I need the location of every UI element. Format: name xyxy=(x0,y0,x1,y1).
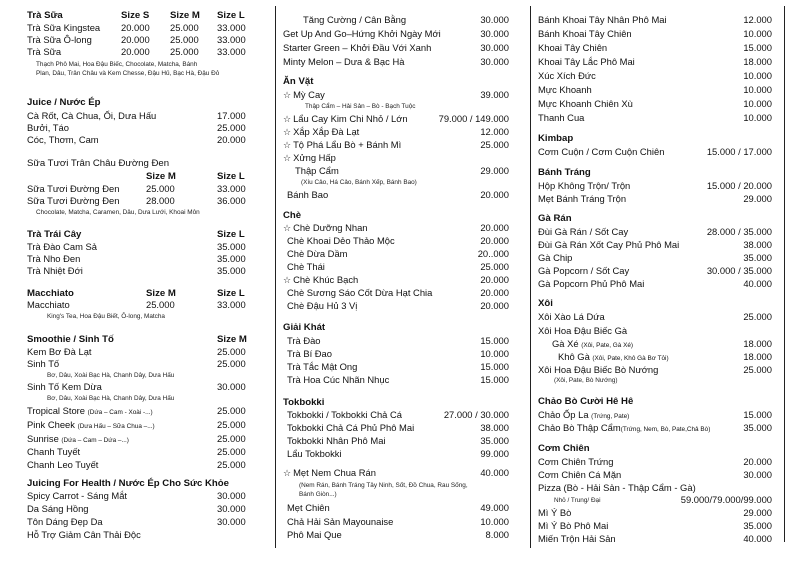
menu-item: Lẩu Tokbokki 99.000 xyxy=(287,448,509,459)
menu-item: Thanh Cua 10.000 xyxy=(538,112,772,123)
item-note: Thạch Phô Mai, Hoa Đậu Biếc, Chocolate, Matcha, Bánh xyxy=(36,61,198,68)
menu-item: Trà Hoa Cúc Nhãn Nhục 15.000 xyxy=(287,374,509,385)
menu-item: Trà Bí Đao 10.000 xyxy=(287,348,509,359)
section-title: Smoothie / Sinh Tố xyxy=(27,334,114,345)
menu-item: Bánh Khoai Tây Nhân Phô Mai 12.000 xyxy=(538,14,772,25)
size-header: Size S xyxy=(121,10,150,21)
menu-item: 59.000/79.000/99.000 xyxy=(680,494,772,505)
menu-item: Phô Mai Que 8.000 xyxy=(287,529,509,540)
item-note: Bánh Giòn...) xyxy=(299,491,337,498)
menu-item: ☆ Chè Khúc Bạch 20.000 xyxy=(283,274,509,285)
menu-item: Sữa Tươi Đường Đen 28.000 36.000 xyxy=(27,195,246,206)
menu-item: Mì Ý Bò Phô Mai 35.000 xyxy=(538,520,772,531)
menu-item: Hỗ Trợ Giảm Cân Thải Độc xyxy=(27,529,141,540)
size-header: Size M xyxy=(170,10,200,21)
size-header: Size M xyxy=(146,288,176,299)
menu-item: Tôn Dáng Đẹp Da 30.000 xyxy=(27,516,246,527)
item-note: Thập Cẩm – Hải Sản – Bò - Bạch Tuộc xyxy=(305,103,416,110)
menu-item: Cơm Cuộn / Cơm Cuộn Chiên 15.000 / 17.000 xyxy=(538,146,772,157)
menu-item: Gà Popcorn Phủ Phô Mai 40.000 xyxy=(538,278,772,289)
menu-item: Cơm Chiên Cá Mặn 30.000 xyxy=(538,469,772,480)
menu-item: Pink Cheek (Dưa Hấu – Sữa Chua –...) 25.000 xyxy=(27,419,246,430)
size-header: Size L xyxy=(217,288,245,299)
menu-item: Get Up And Go–Hứng Khởi Ngày Mới 30.000 xyxy=(283,28,509,39)
menu-item: Sinh Tố Kem Dừa 30.000 xyxy=(27,381,246,392)
menu-column-3 xyxy=(538,0,772,563)
section-title: Trà Sữa xyxy=(27,10,63,21)
menu-item: Tăng Cường / Cân Bằng 30.000 xyxy=(303,14,509,25)
star-icon: ☆ xyxy=(283,114,292,124)
menu-item: ☆ Tộ Phá Lẩu Bò + Bánh Mì 25.000 xyxy=(283,139,509,150)
menu-item: ☆ Mỳ Cay 39.000 xyxy=(283,89,509,100)
section-title: Cơm Chiên xyxy=(538,443,590,454)
item-note: Bơ, Dâu, Xoài Bạc Hà, Chanh Dây, Dưa Hấu xyxy=(47,395,175,402)
item-note: Bơ, Dâu, Xoài Bạc Hà, Chanh Dây, Dưa Hấu xyxy=(47,372,175,379)
menu-item: Chanh Leo Tuyết 25.000 xyxy=(27,459,246,470)
menu-item: Kem Bơ Đà Lạt 25.000 xyxy=(27,346,246,357)
menu-item: Khoai Tây Chiên 15.000 xyxy=(538,42,772,53)
star-icon: ☆ xyxy=(283,140,292,150)
menu-item: Mẹt Bánh Tráng Trộn 29.000 xyxy=(538,193,772,204)
menu-item: Cà Rốt, Cà Chua, Ổi, Dưa Hấu 17.000 xyxy=(27,110,246,121)
menu-item: Xôi Hoa Đậu Biếc Gà xyxy=(538,325,628,336)
menu-item: Gà Popcorn / Sốt Cay 30.000 / 35.000 xyxy=(538,265,772,276)
menu-item: Chè Thái 25.000 xyxy=(287,261,509,272)
menu-item: Da Sáng Hồng 30.000 xyxy=(27,503,246,514)
menu-item: Trà Sữa Ô-long 20.000 25.000 33.000 xyxy=(27,34,246,45)
star-icon: ☆ xyxy=(283,468,292,478)
item-note: (Nem Rán, Bánh Tráng Tây Ninh, Sốt, Đồ Chua, Rau Sống, xyxy=(299,482,468,489)
menu-item: Chè Dừa Dầm 20..000 xyxy=(287,248,509,259)
item-note: Chocolate, Matcha, Caramen, Dâu, Dưa Lưới, Khoai Môn xyxy=(36,209,200,216)
menu-item: Mì Ý Bò 29.000 xyxy=(538,507,772,518)
menu-item: ☆ Lẩu Cay Kim Chi Nhỏ / Lớn 79.000 / 149.000 xyxy=(283,113,509,124)
size-header: Size M xyxy=(217,334,247,345)
star-icon: ☆ xyxy=(283,223,292,233)
menu-item: Đùi Gà Rán / Sốt Cay 28.000 / 35.000 xyxy=(538,226,772,237)
section-title: Giải Khát xyxy=(283,322,326,333)
menu-item: Tokbokki Nhân Phô Mai 35.000 xyxy=(287,435,509,446)
section-title: Ăn Vặt xyxy=(283,76,314,87)
menu-item: Mực Khoanh Chiên Xù 10.000 xyxy=(538,98,772,109)
menu-item: Macchiato 25.000 33.000 xyxy=(27,299,246,310)
menu-item: ☆ Chè Dưỡng Nhan 20.000 xyxy=(283,222,509,233)
item-note: (Xôi, Pate, Bò Nướng) xyxy=(554,377,618,384)
menu-item: Cóc, Thơm, Cam 20.000 xyxy=(27,134,246,145)
menu-item: Tokbokki / Tokbokki Chả Cá 27.000 / 30.000 xyxy=(287,409,509,420)
section-title: Juice / Nước Ép xyxy=(27,97,101,108)
size-header: Size M xyxy=(146,171,176,182)
section-title: Tokbokki xyxy=(283,397,325,408)
menu-item: Trà Sữa Kingstea 20.000 25.000 33.000 xyxy=(27,22,246,33)
menu-item: Starter Green – Khởi Đầu Với Xanh 30.000 xyxy=(283,42,509,53)
menu-item: Pizza (Bò - Hải Sản - Thập Cẩm - Gà) xyxy=(538,482,696,493)
star-icon: ☆ xyxy=(283,90,292,100)
menu-item: Thập Cẩm 29.000 xyxy=(295,165,509,176)
menu-item: Hộp Không Trộn/ Trộn 15.000 / 20.000 xyxy=(538,180,772,191)
star-icon: ☆ xyxy=(283,275,292,285)
menu-item: Xôi Xào Lá Dứa 25.000 xyxy=(538,311,772,322)
menu-item: Khoai Tây Lắc Phô Mai 18.000 xyxy=(538,56,772,67)
menu-item: ☆ Xắp Xắp Đà Lạt 12.000 xyxy=(283,126,509,137)
menu-item: Chả Hải Sản Mayounaise 10.000 xyxy=(287,516,509,527)
size-header: Size L xyxy=(217,10,245,21)
menu-item: Gà Xé (Xôi, Pate, Gà Xé) 18.000 xyxy=(552,338,772,349)
star-icon: ☆ xyxy=(283,153,292,163)
menu-item: Trà Nhiệt Đới 35.000 xyxy=(27,265,246,276)
menu-column-2 xyxy=(283,0,509,563)
column-divider xyxy=(784,6,785,542)
menu-item: Sunrise (Dứa – Cam – Dứa –...) 25.000 xyxy=(27,433,246,444)
menu-item: ☆ Mẹt Nem Chua Rán 40.000 xyxy=(283,467,509,478)
menu-item: Trà Đào 15.000 xyxy=(287,335,509,346)
menu-item: Chè Sương Sáo Cốt Dừa Hạt Chia 20.000 xyxy=(287,287,509,298)
item-note: Plan, Dâu, Trân Châu và Kem Chesse, Đậu Hủ, Bạc Hà, Đậu Đỏ xyxy=(36,70,220,77)
menu-item: Bánh Khoai Tây Chiên 10.000 xyxy=(538,28,772,39)
item-note: (Xíu Cảo, Há Cảo, Bánh Xếp, Bánh Bao) xyxy=(301,179,417,186)
menu-item: ☆ Xửng Hấp xyxy=(283,152,336,163)
menu-item: Khô Gà (Xôi, Pate, Khô Gà Bơ Tỏi) 18.000 xyxy=(558,351,772,362)
menu-item: Trà Đào Cam Sả 35.000 xyxy=(27,241,246,252)
menu-item: Trà Nho Đen 35.000 xyxy=(27,253,246,264)
menu-item: Trà Sữa 20.000 25.000 33.000 xyxy=(27,46,246,57)
item-note: King's Tea, Hoa Đậu Biết, Ô-long, Matcha xyxy=(47,313,165,320)
section-title: Macchiato xyxy=(27,288,74,299)
menu-column-1 xyxy=(27,0,263,563)
menu-item: Mực Khoanh 10.000 xyxy=(538,84,772,95)
menu-item: Chảo Bò Thập Cẩm(Trứng, Nem, Bò, Pate,Chả Bò) 35.000 xyxy=(538,422,772,433)
menu-item: Xúc Xích Đức 10.000 xyxy=(538,70,772,81)
size-header: Size L xyxy=(217,171,245,182)
menu-item: Bánh Bao 20.000 xyxy=(287,189,509,200)
menu-item: Đùi Gà Rán Xốt Cay Phủ Phô Mai 38.000 xyxy=(538,239,772,250)
menu-item: Tokbokki Chả Cá Phủ Phô Mai 38.000 xyxy=(287,422,509,433)
menu-item: Chanh Tuyết 25.000 xyxy=(27,446,246,457)
column-divider xyxy=(275,6,276,548)
section-title: Juicing For Health / Nước Ép Cho Sức Khỏe xyxy=(27,478,229,489)
item-note: Nhỏ / Trung/ Đại xyxy=(554,497,601,504)
menu-item: Chè Khoai Dẻo Thảo Mộc 20.000 xyxy=(287,235,509,246)
section-title: Gà Rán xyxy=(538,213,572,224)
section-title: Sữa Tươi Trân Châu Đường Đen xyxy=(27,158,170,169)
section-title: Xôi xyxy=(538,298,553,309)
menu-item: Tropical Store (Dứa – Cam - Xoài -...) 25.000 xyxy=(27,405,246,416)
menu-item: Xôi Hoa Đậu Biếc Bò Nướng 25.000 xyxy=(538,364,772,375)
section-title: Chảo Bò Cười Hê Hê xyxy=(538,396,634,407)
menu-item: Gà Chip 35.000 xyxy=(538,252,772,263)
menu-item: Chảo Ốp La (Trứng, Pate) 15.000 xyxy=(538,409,772,420)
star-icon: ☆ xyxy=(283,127,292,137)
menu-item: Trà Tắc Mật Ong 15.000 xyxy=(287,361,509,372)
menu-item: Bưởi, Táo 25.000 xyxy=(27,122,246,133)
menu-item: Sinh Tố 25.000 xyxy=(27,358,246,369)
menu-item: Cơm Chiên Trứng 20.000 xyxy=(538,456,772,467)
menu-item: Minty Melon – Dưa & Bạc Hà 30.000 xyxy=(283,56,509,67)
menu-item: Sữa Tươi Đường Đen 25.000 33.000 xyxy=(27,183,246,194)
section-title: Kimbap xyxy=(538,133,574,144)
menu-item: Chè Đậu Hủ 3 Vị 20.000 xyxy=(287,300,509,311)
section-title: Trà Trái Cây xyxy=(27,229,82,240)
menu-item: Mẹt Chiên 49.000 xyxy=(287,502,509,513)
menu-item: Spicy Carrot - Sáng Mắt 30.000 xyxy=(27,490,246,501)
section-title: Bánh Tráng xyxy=(538,167,591,178)
section-title: Chè xyxy=(283,210,302,221)
menu-item: Miến Trộn Hải Sản 40.000 xyxy=(538,533,772,544)
column-divider xyxy=(530,6,531,548)
size-header: Size L xyxy=(217,229,245,240)
